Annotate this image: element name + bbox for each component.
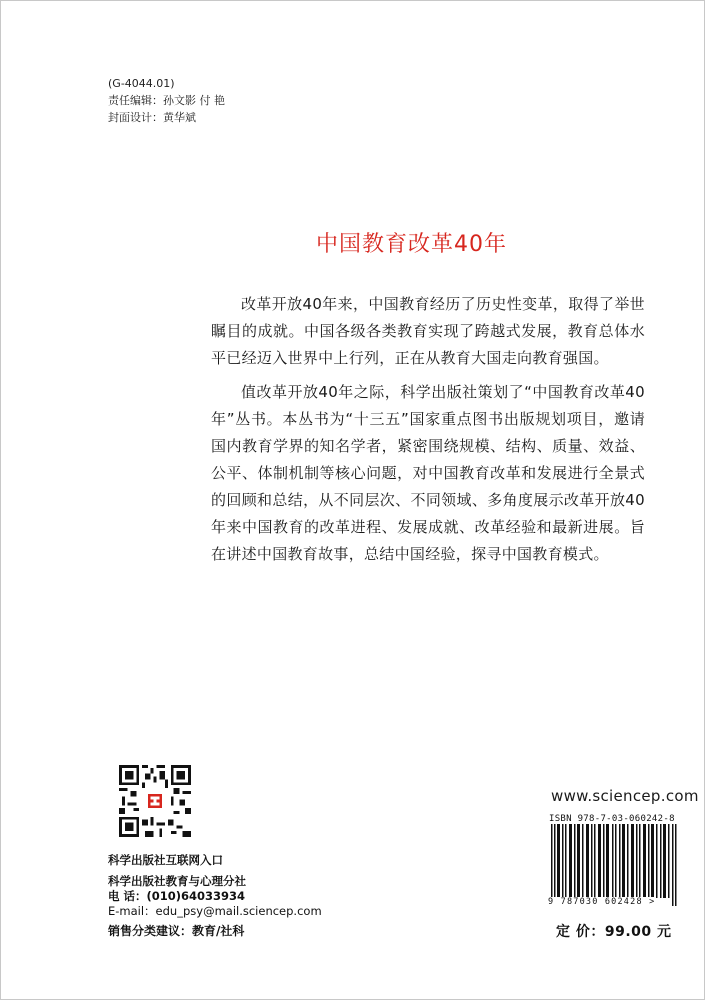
- publisher-website[interactable]: www.sciencep.com: [551, 787, 699, 805]
- blurb-paragraph-1: 改革开放40年来，中国教育经历了历史性变革，取得了举世瞩目的成就。中国各级各类教育实现了跨越式发展，教育总体水平已经迈入世界中上行列，正在从教育大国走向教育强国。: [211, 295, 645, 367]
- cover-designer: 封面设计：黄华斌: [108, 111, 196, 124]
- publisher-branch: 科学出版社教育与心理分社: [108, 874, 246, 888]
- isbn-label: ISBN 978-7-03-060242-8: [549, 814, 675, 824]
- credits-block: [108, 75, 225, 126]
- sales-category: 销售分类建议：教育/社科: [108, 924, 245, 938]
- publisher-email[interactable]: E-mail：edu_psy@mail.sciencep.com: [108, 904, 322, 918]
- responsible-editor: 责任编辑：孙文影 付 艳: [108, 94, 225, 107]
- publisher-phone: 电 话：(010)64033934: [108, 889, 246, 903]
- publisher-info: [108, 853, 322, 919]
- qr-code-icon[interactable]: [119, 765, 191, 837]
- blurb-text: [211, 291, 645, 575]
- series-title: 中国教育改革40年: [316, 232, 507, 257]
- barcode-digits: 9 787030 602428 >: [548, 897, 656, 907]
- price: 定 价：99.00 元: [556, 924, 672, 940]
- qr-caption: 科学出版社互联网入口: [108, 853, 223, 867]
- book-code: (G-4044.01): [108, 77, 175, 90]
- blurb-paragraph-2: 值改革开放40年之际，科学出版社策划了“中国教育改革40年”丛书。本丛书为“十三五”国家重点图书出版规划项目，邀请国内教育学界的知名学者，紧密围绕规模、结构、质量、效益、公平、体制机制等核心问题，对中国教育改革和发展进行全景式的回顾和总结，从不同层次、不同领域、多角度展示改革开放40年来中国教育的改革进程、发展成就、改革经验和最新进展。旨在讲述中国教育故事，总结中国经验，探寻中国教育模式。: [211, 383, 645, 563]
- isbn-barcode: [549, 824, 685, 906]
